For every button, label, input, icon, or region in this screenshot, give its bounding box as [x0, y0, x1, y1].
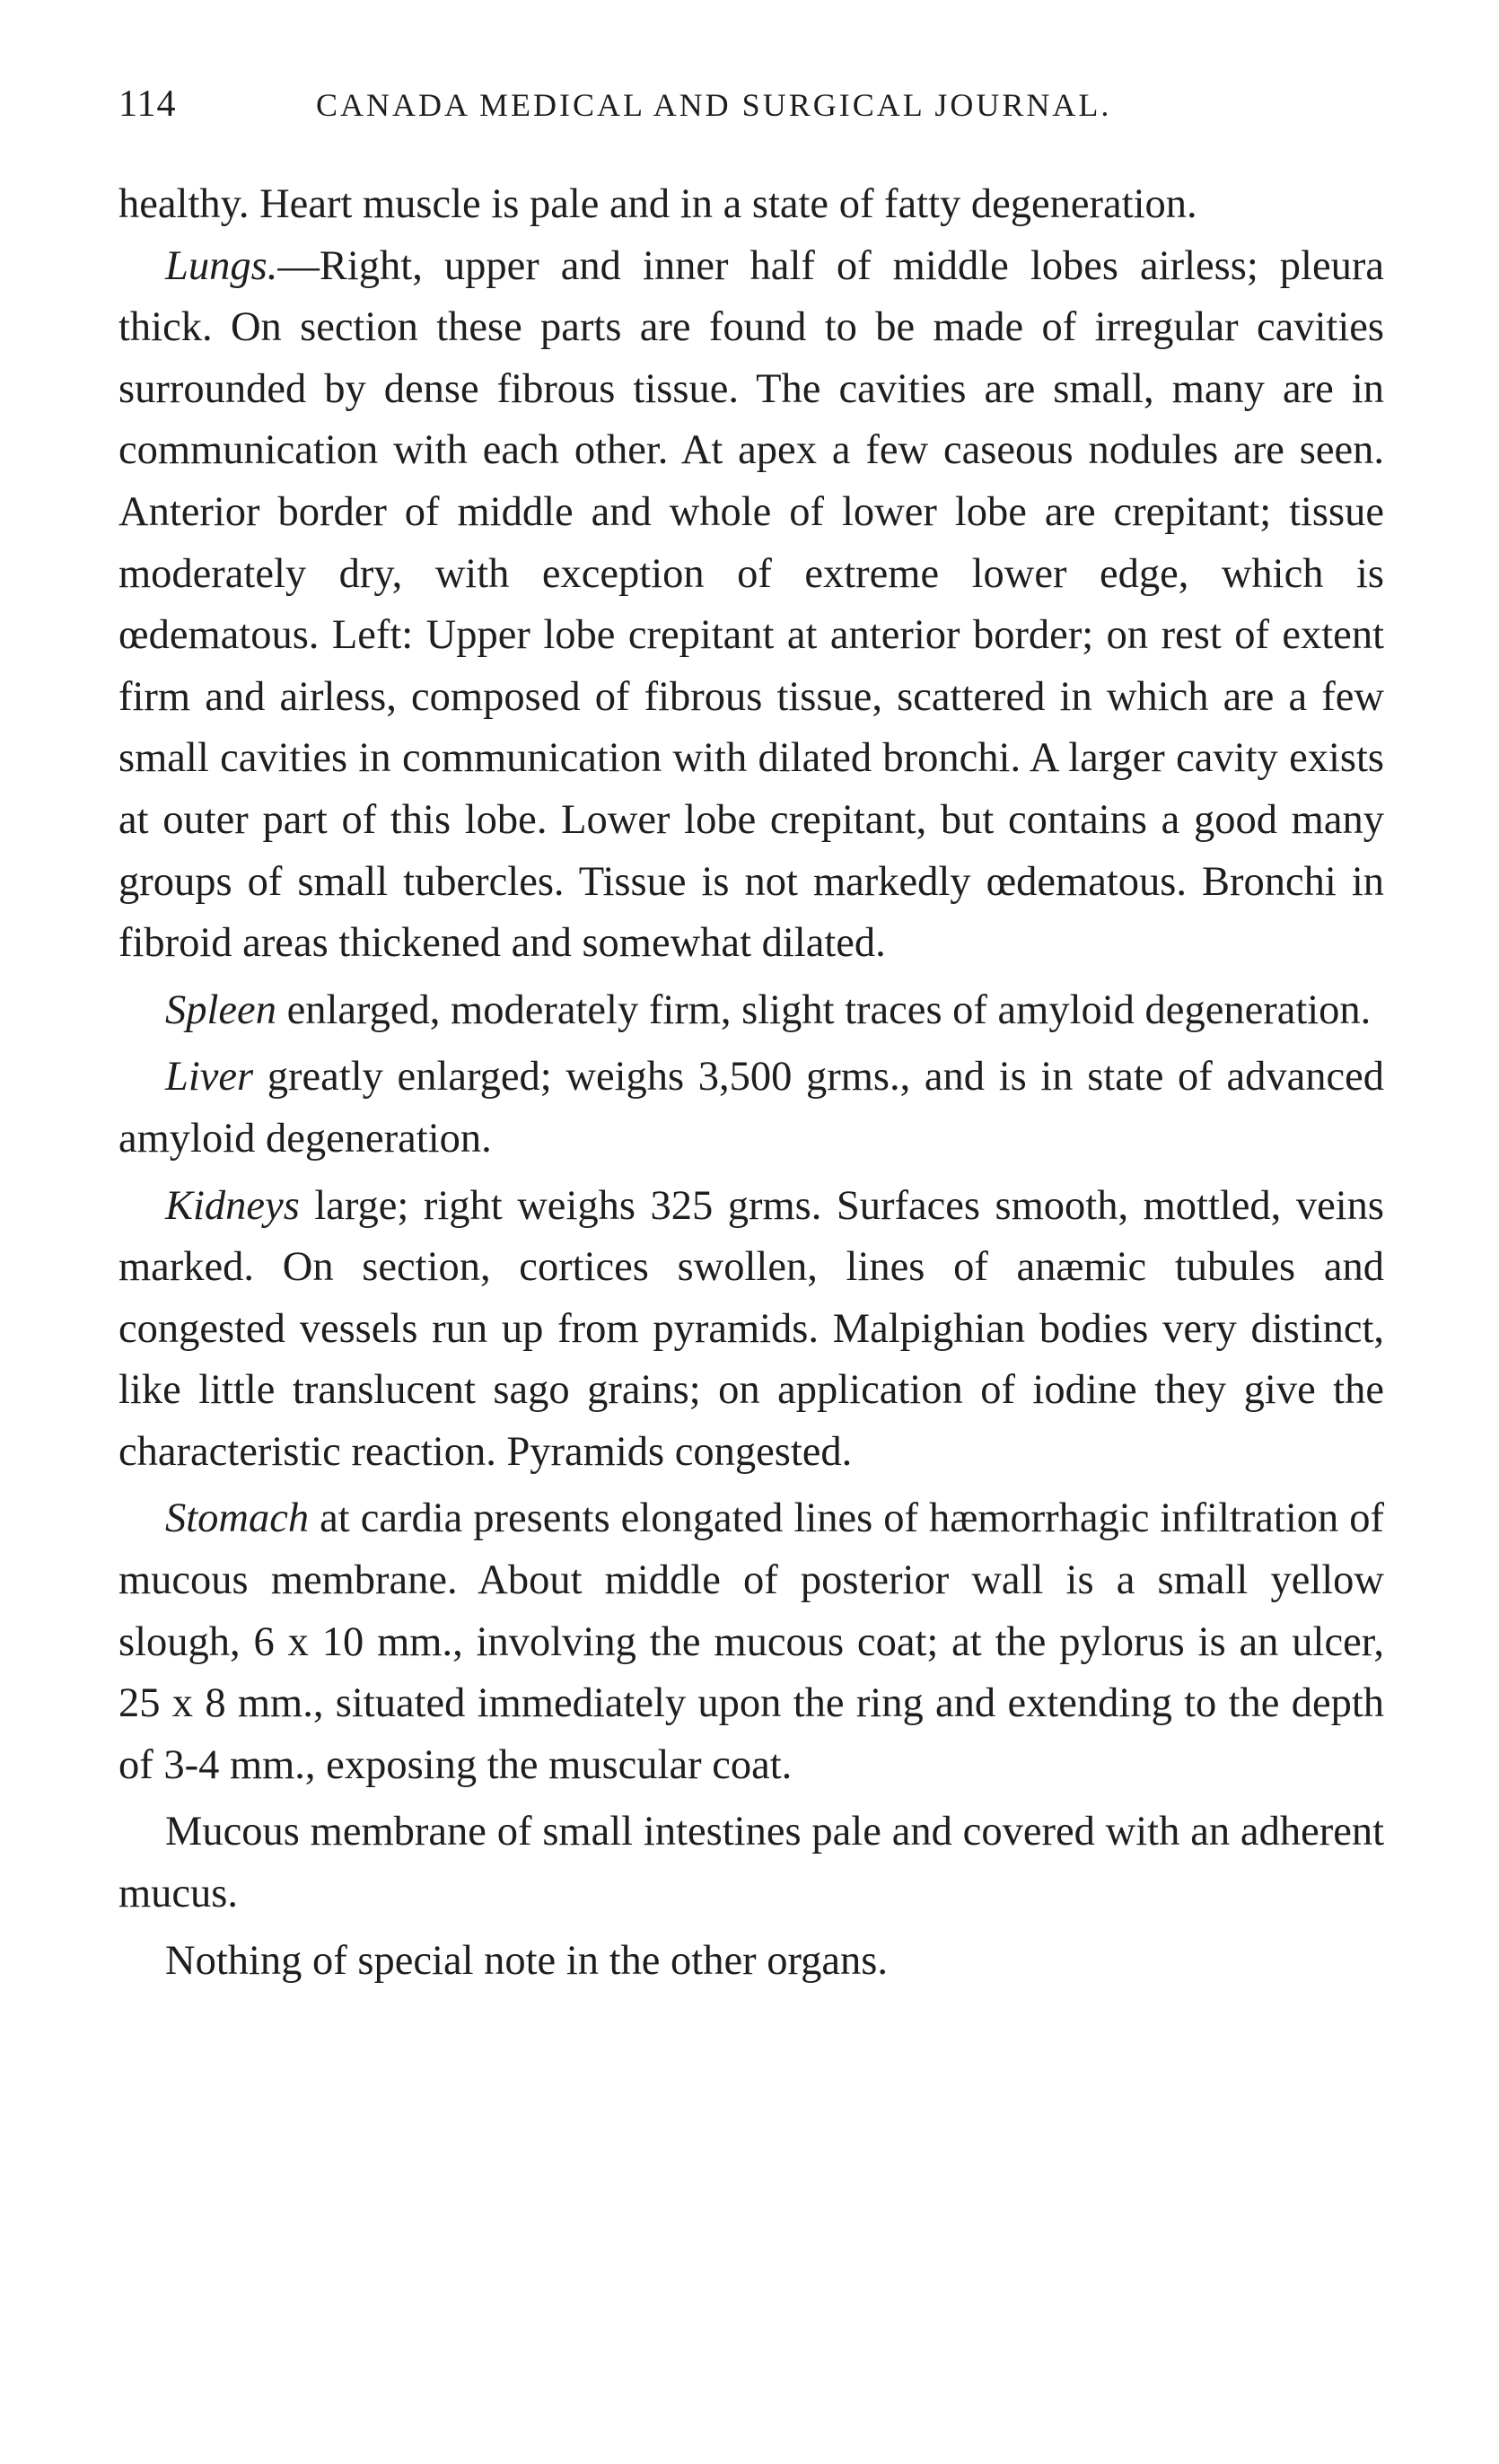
article-body	[118, 174, 1384, 1992]
paragraph-text: at cardia presents elongated lines of hæmorrhagic infiltration of mucous membrane. About middle of posterior wall is a small yellow slough, 6 x 10 mm., involving the mucous coat; at the pylorus is an ulcer, 25 x 8 mm., situated immediately upon the ring and extending to the depth of 3-4 mm., exposing the muscular coat.	[118, 1495, 1384, 1788]
paragraph-text: greatly enlarged; weighs 3,500 grms., and is in state of advanced amyloid degeneration.	[118, 1054, 1384, 1162]
paragraph-heart-continued	[118, 174, 1384, 236]
organ-heading-stomach: Stomach	[165, 1495, 310, 1542]
paragraph-text: large; right weighs 325 grms. Surfaces smooth, mottled, veins marked. On section, cortices swollen, lines of anæmic tubules and congested vessels run up from pyramids. Malpighian bodies very distinct, like little translucent sago grains; on application of iodine they give the characteristic reaction. Pyramids congested.	[118, 1182, 1384, 1475]
paragraph-stomach	[118, 1488, 1384, 1796]
paragraph-text: enlarged, moderately firm, slight traces of amyloid degeneration.	[276, 986, 1372, 1033]
organ-heading-kidneys: Kidneys	[165, 1182, 300, 1229]
paragraph-other-organs	[118, 1931, 1384, 1993]
paragraph-spleen	[118, 980, 1384, 1042]
paragraph-kidneys	[118, 1176, 1384, 1484]
journal-page	[118, 83, 1384, 1992]
paragraph-text: healthy. Heart muscle is pale and in a state of fatty degeneration.	[118, 181, 1197, 227]
paragraph-text: —Right, upper and inner half of middle lobes airless; pleura thick. On section these parts are found to be made of irregular cavities surrounded by dense fibrous tissue. The cavities are small, many are in communication with each other. At apex a few caseous nodules are seen. Anterior border of middle and whole of lower lobe are crepitant; tissue moderately dry, with exception of extreme lower edge, which is œdematous. Left: Upper lobe crepitant at anterior border; on rest of extent firm and airless, composed of fibrous tissue, scattered in which are a few small cavities in communication with dilated bronchi. A larger cavity exists at outer part of this lobe. Lower lobe crepitant, but contains a good many groups of small tubercles. Tissue is not markedly œdematous. Bronchi in fibroid areas thickened and somewhat dilated.	[118, 242, 1384, 967]
paragraph-lungs	[118, 236, 1384, 975]
paragraph-intestines	[118, 1802, 1384, 1925]
paragraph-text: Mucous membrane of small intestines pale and covered with an adherent mucus.	[118, 1809, 1384, 1917]
paragraph-text: Nothing of special note in the other organs.	[165, 1937, 888, 1984]
page-header	[118, 83, 1384, 145]
paragraph-liver	[118, 1047, 1384, 1170]
running-title: CANADA MEDICAL AND SURGICAL JOURNAL.	[316, 87, 1112, 123]
organ-heading-lungs: Lungs.	[165, 242, 278, 289]
organ-heading-liver: Liver	[165, 1054, 254, 1100]
page-number: 114	[118, 83, 177, 125]
organ-heading-spleen: Spleen	[165, 986, 276, 1033]
